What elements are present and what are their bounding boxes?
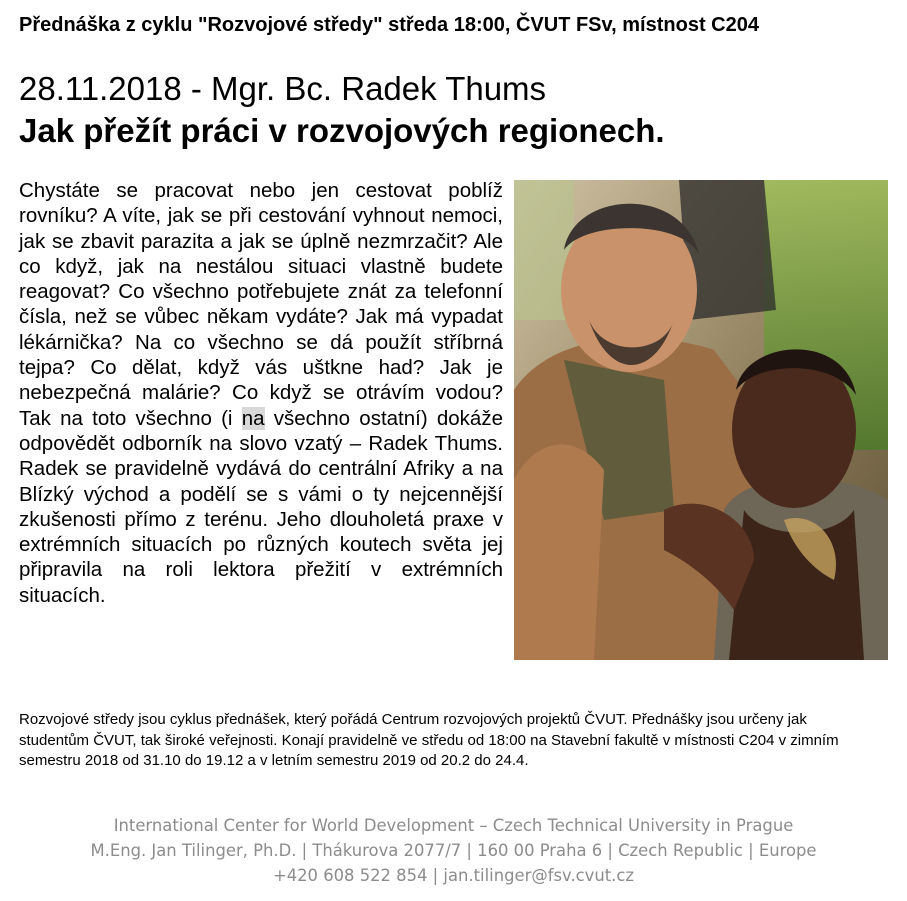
selected-text-highlight: na <box>241 406 265 430</box>
footer-organization: International Center for World Development – Czech Technical University in Prague <box>113 816 794 835</box>
footer-phone-email: +420 608 522 854 | jan.tilinger@fsv.cvut.cz <box>272 866 635 885</box>
series-note: Rozvojové středy jsou cyklus přednášek, který pořádá Centrum rozvojových projektů ČVUT. Přednášky jsou určeny jak studentům ČVUT, tak široké veřejnosti. Konají pravidelně ve středu od 18:00 na Stavební fakultě v místnosti C204 v zimním semestru 2018 od 31.10 do 19.12 a v letním semestru 2019 od 20.2 do 24.4. <box>19 711 839 769</box>
lecture-description <box>19 178 503 608</box>
lecture-date-speaker: 28.11.2018 - Mgr. Bc. Radek Thums <box>19 70 547 107</box>
description-text-part-2: všechno ostatní) dokáže odpovědět odborník na slovo vzatý – Radek Thums. Radek se pravidelně vydává do centrální Afriky a na Blízký východ a podělí se s vámi o ty nejcennější zkušenosti přímo z terénu. Jeho dlouholetá praxe v extrémních situacích po různých koutech světa jej připravila na roli lektora přežití v extrémních situacích. <box>19 406 503 607</box>
lecture-title: Jak přežít práci v rozvojových regionech. <box>19 112 665 149</box>
description-text-part-1: Chystáte se pracovat nebo jen cestovat poblíž rovníku? A víte, jak se při cestování vyhnout nemoci, jak se zbavit parazita a jak se úplně nezmrzačit? Ale co když, jak na nestálou situaci vlastně budete reagovat? Co všechno potřebujete znát za telefonní čísla, než se vůbec někam vydáte? Jak má vypadat lékárnička? Na co všechno se dá použít stříbrná tejpa? Co dělat, když vás uštkne had? Jak je nebezpečná malárie? Co když se otrávím vodou? Tak na toto všechno (i <box>19 179 503 430</box>
series-header: Přednáška z cyklu "Rozvojové středy" středa 18:00, ČVUT FSv, místnost C204 <box>19 14 759 36</box>
footer-contact <box>0 813 907 888</box>
footer-address: M.Eng. Jan Tilinger, Ph.D. | Thákurova 2077/7 | 160 00 Praha 6 | Czech Republic | Europe <box>90 841 817 860</box>
speaker-photo <box>514 180 888 660</box>
